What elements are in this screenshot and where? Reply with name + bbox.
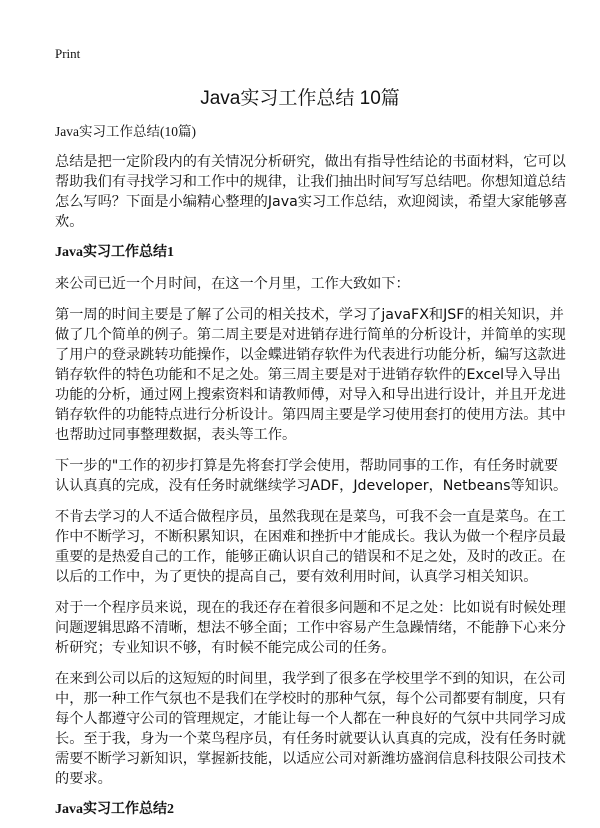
- text-line: 作中不断学习，不断积累知识，在困难和挫折中才能成长。我认为做一个程序员最: [55, 529, 566, 545]
- paragraph: [55, 456, 568, 496]
- text-line: 做了几个简单的例子。第二周主要是对进销存进行简单的分析设计，并简单的实现: [55, 327, 566, 343]
- text-line: 中，那一种工作气氛也不是我们在学校时的那种气氛，每个公司都要有制度，只有: [55, 691, 566, 707]
- text-line: 对于一个程序员来说，现在的我还存在着很多问题和不足之处：比如说有时候处理: [55, 600, 566, 616]
- text-line: 销存软件的功能特点进行分析设计。第四周主要是学习使用套打的使用方法。其中: [55, 407, 566, 423]
- text-line: 来公司已近一个月时间，在这一个月里，工作大致如下：: [55, 276, 410, 292]
- section-heading-1: Java实习工作总结1: [55, 245, 174, 260]
- text-line: 下一步的"工作的初步打算是先将套打学会使用，帮助同事的工作，有任务时就要: [55, 458, 559, 474]
- text-line: 重要的是热爱自己的工作，能够正确认识自己的错误和不足之处，及时的改正。在: [55, 549, 566, 565]
- paragraph: [55, 598, 566, 658]
- section-1-body: [55, 274, 568, 789]
- paragraph: [55, 669, 566, 789]
- text-line: 也帮助过同事整理数据，表头等工作。: [55, 427, 297, 443]
- text-line: 帮助我们有寻找学习和工作中的规律，让我们抽出时间写写总结吧。你想知道总结: [55, 174, 566, 190]
- section-heading-2: Java实习工作总结2: [55, 802, 174, 817]
- print-link[interactable]: Print: [55, 46, 81, 61]
- text-line: 怎么写吗？下面是小编精心整理的Java实习工作总结，欢迎阅读，希望大家能够喜: [55, 194, 568, 210]
- text-line: 欢。: [55, 214, 84, 230]
- text-line: 的要求。: [55, 771, 112, 787]
- document-body: [55, 122, 568, 828]
- subtitle: Java实习工作总结(10篇): [55, 124, 196, 139]
- text-line: 在来到公司以后的这短短的时间里，我学到了很多在学校里学不到的知识，在公司: [55, 671, 566, 687]
- text-line: 需要不断学习新知识，掌握新技能，以适应公司对新潍坊盛润信息科技限公司技术: [55, 751, 566, 767]
- text-line: 析研究；专业知识不够，有时候不能完成公司的任务。: [55, 640, 396, 656]
- text-line: 了用户的登录跳转功能操作，以金蝶进销存软件为代表进行功能分析，编写这款进: [55, 347, 566, 363]
- text-line: 认认真真的完成，没有任务时就继续学习ADF，Jdeveloper，Netbeans等知识。: [55, 478, 568, 494]
- text-line: 总结是把一定阶段内的有关情况分析研究，做出有指导性结论的书面材料，它可以: [55, 154, 566, 170]
- paragraph: [55, 274, 555, 294]
- text-line: 第一周的时间主要是了解了公司的相关技术，学习了javaFX和JSF的相关知识，并: [55, 307, 564, 323]
- text-line: 问题逻辑思路不清晰，想法不够全面；工作中容易产生急躁情绪，不能静下心来分: [55, 620, 566, 636]
- text-line: 不肯去学习的人不适合做程序员，虽然我现在是菜鸟，可我不会一直是菜鸟。在工: [55, 509, 566, 525]
- text-line: 功能的分析，通过网上搜索资料和请教师傅，对导入和导出进行设计，并且开龙进: [55, 387, 566, 403]
- document-title: Java实习工作总结 10篇: [200, 88, 400, 109]
- text-line: 每个人都遵守公司的管理规定，才能让每一个人都在一种良好的气氛中共同学习成: [55, 711, 566, 727]
- text-line: 以后的工作中，为了更快的提高自己，要有效利用时间，认真学习相关知识。: [55, 569, 538, 585]
- paragraph: [55, 507, 566, 587]
- paragraph: [55, 305, 566, 445]
- text-line: 长。至于我，身为一个菜鸟程序员，有任务时就要认认真真的完成，没有任务时就: [55, 731, 566, 747]
- text-line: 销存软件的特色功能和不足之处。第三周主要是对于进销存软件的Excel导入导出: [55, 367, 561, 383]
- intro-paragraph: [55, 152, 568, 232]
